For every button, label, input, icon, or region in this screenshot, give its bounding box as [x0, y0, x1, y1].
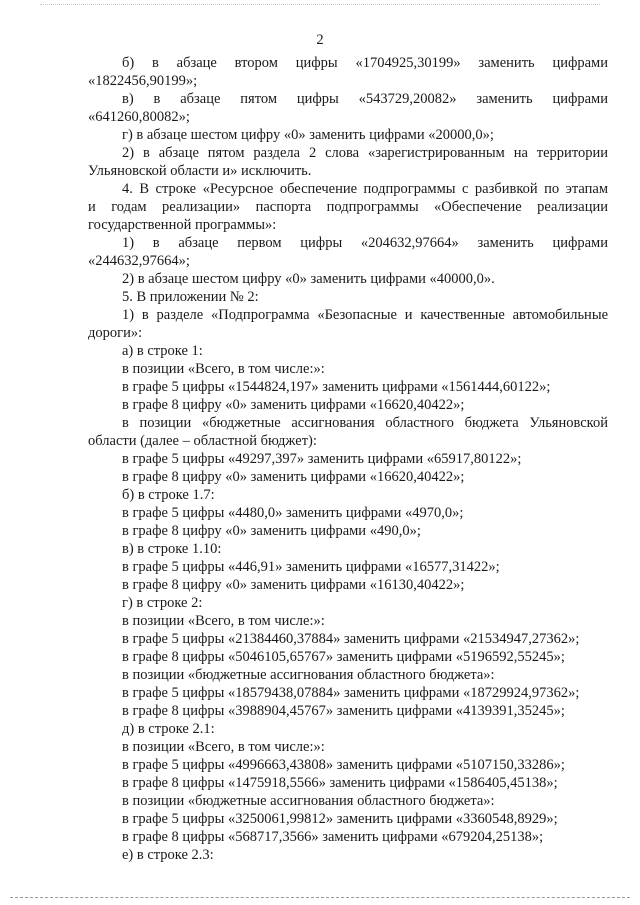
document-line: в позиции «Всего, в том числе:»:	[122, 739, 325, 755]
document-line: в) в абзаце пятом цифры «543729,20082» заменить цифрами	[122, 91, 608, 107]
document-line: в) в строке 1.10:	[122, 541, 222, 557]
document-line: 1) в абзаце первом цифры «204632,97664» заменить цифрами	[122, 235, 608, 251]
document-line: г) в строке 2:	[122, 595, 203, 611]
document-line: в графе 5 цифры «49297,397» заменить цифрами «65917,80122»;	[122, 451, 522, 467]
page-number: 2	[316, 32, 324, 48]
document-line: в графе 8 цифры «3988904,45767» заменить цифрами «4139391,35245»;	[122, 703, 565, 719]
document-line: в позиции «бюджетные ассигнования областного бюджета Ульяновской	[122, 415, 608, 431]
document-line: «641260,80082»;	[88, 109, 190, 125]
document-line: б) в строке 1.7:	[122, 487, 215, 503]
document-line: в позиции «бюджетные ассигнования областного бюджета»:	[122, 793, 495, 809]
document-line: г) в абзаце шестом цифру «0» заменить цифрами «20000,0»;	[122, 127, 494, 143]
document-line: д) в строке 2.1:	[122, 721, 215, 737]
document-line: б) в абзаце втором цифры «1704925,30199» заменить цифрами	[122, 55, 608, 71]
document-line: в графе 5 цифры «4996663,43808» заменить цифрами «5107150,33286»;	[122, 757, 565, 773]
document-line: е) в строке 2.3:	[122, 847, 214, 863]
scan-artifact-bottom	[10, 897, 630, 898]
document-line: в графе 5 цифры «446,91» заменить цифрами «16577,31422»;	[122, 559, 500, 575]
document-line: в графе 8 цифры «5046105,65767» заменить цифрами «5196592,55245»;	[122, 649, 565, 665]
document-line: а) в строке 1:	[122, 343, 203, 359]
document-line: в графе 5 цифры «3250061,99812» заменить цифрами «3360548,8929»;	[122, 811, 558, 827]
document-line: в графе 8 цифру «0» заменить цифрами «16620,40422»;	[122, 469, 465, 485]
scan-artifact-top	[40, 4, 600, 5]
document-line: в графе 8 цифру «0» заменить цифрами «16130,40422»;	[122, 577, 465, 593]
document-line: в позиции «Всего, в том числе:»:	[122, 361, 325, 377]
document-line: Ульяновской области и» исключить.	[88, 163, 312, 179]
document-line: 2) в абзаце пятом раздела 2 слова «зарегистрированным на территории	[122, 145, 608, 161]
document-line: в графе 8 цифру «0» заменить цифрами «490,0»;	[122, 523, 421, 539]
document-line: «1822456,90199»;	[88, 73, 198, 89]
document-line: области (далее – областной бюджет):	[88, 433, 317, 449]
document-line: в графе 5 цифры «21384460,37884» заменить цифрами «21534947,27362»;	[122, 631, 580, 647]
document-line: в графе 8 цифры «1475918,5566» заменить цифрами «1586405,45138»;	[122, 775, 558, 791]
document-line: 4. В строке «Ресурсное обеспечение подпрограммы с разбивкой по этапам	[122, 181, 608, 197]
document-body	[88, 54, 608, 864]
document-line: в графе 8 цифру «0» заменить цифрами «16620,40422»;	[122, 397, 465, 413]
document-line: в позиции «Всего, в том числе:»:	[122, 613, 325, 629]
document-line: в графе 8 цифры «568717,3566» заменить цифрами «679204,25138»;	[122, 829, 544, 845]
document-line: в графе 5 цифры «4480,0» заменить цифрами «4970,0»;	[122, 505, 464, 521]
document-line: 1) в разделе «Подпрограмма «Безопасные и качественные автомобильные	[122, 307, 608, 323]
document-line: в позиции «бюджетные ассигнования областного бюджета»:	[122, 667, 495, 683]
document-line: дороги»:	[88, 325, 143, 341]
document-line: и годам реализации» паспорта подпрограммы «Обеспечение реализации	[88, 199, 608, 215]
document-line: в графе 5 цифры «18579438,07884» заменить цифрами «18729924,97362»;	[122, 685, 580, 701]
document-line: в графе 5 цифры «1544824,197» заменить цифрами «1561444,60122»;	[122, 379, 551, 395]
document-line: государственной программы»:	[88, 217, 277, 233]
document-line: «244632,97664»;	[88, 253, 190, 269]
document-line: 5. В приложении № 2:	[122, 289, 259, 305]
document-line: 2) в абзаце шестом цифру «0» заменить цифрами «40000,0».	[122, 271, 495, 287]
